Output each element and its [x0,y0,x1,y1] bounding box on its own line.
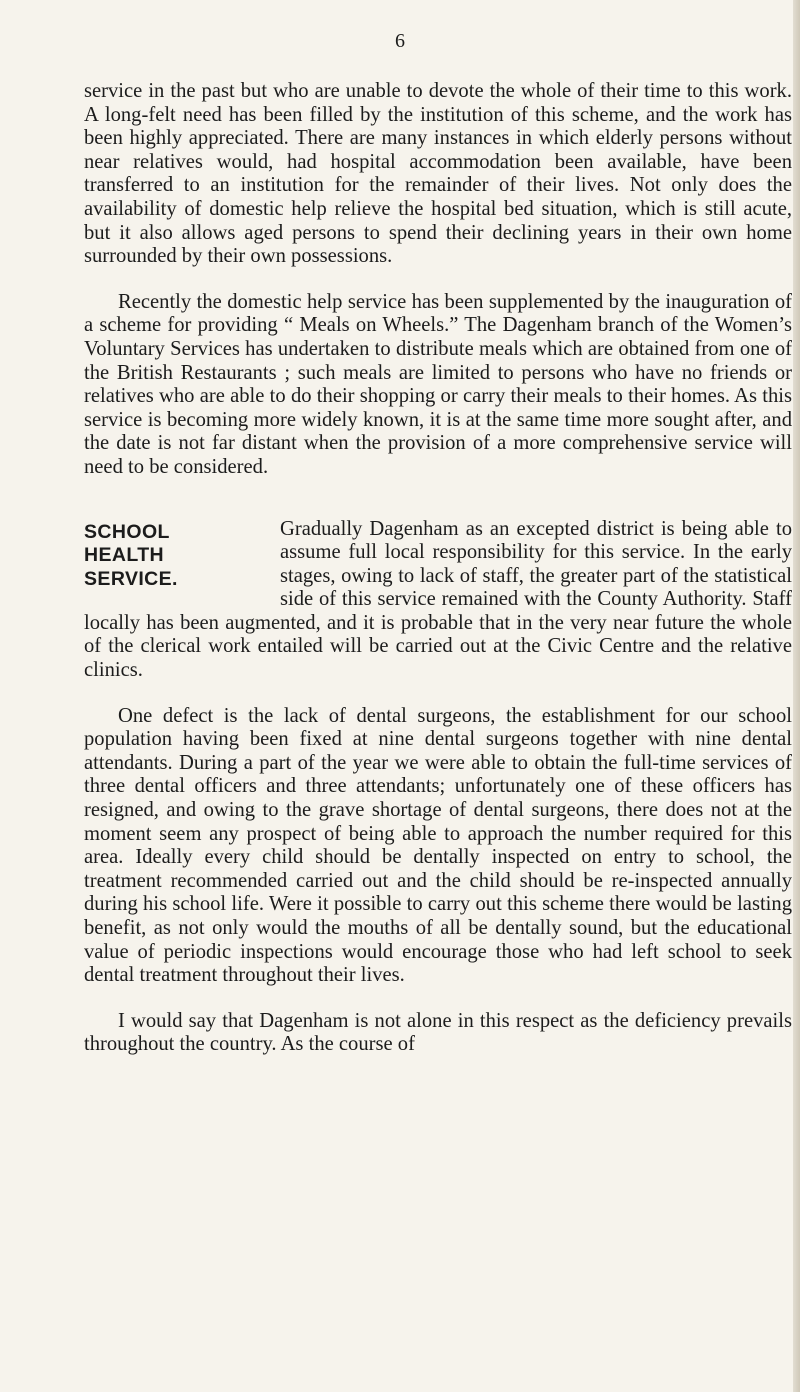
paragraph-meals-on-wheels: Recently the domestic help service has been supplemented by the inauguration of a scheme for providing “ Meals on Wheels.” The Dagenham branch of the Women’s Voluntary Services has undertaken to distribute meals which are obtained from one of the British Restaurants ; such meals are limited to persons who have no friends or relatives who are able to do their shopping or carry their meals to their homes. As this service is becoming more widely known, it is at the same time more sought after, and the date is not far distant when the provision of a more comprehensive service will need to be considered. [84,290,792,478]
section-heading-line: SCHOOL [84,520,170,543]
section-school-health-service [84,518,792,1057]
paragraph-dental-surgeons: One defect is the lack of dental surgeons, the establishment for our school population having been fixed at nine dental surgeons together with nine dental attendants. During a part of the year we were able to obtain the full-time services of three dental officers and three attendants; unfortunately one of these officers has resigned, and owing to the grave shortage of dental surgeons, there does not at the moment seem any prospect of being able to approach the number required for this area. Ideally every child should be dentally inspected on entry to school, the treatment recommended carried out and the child should be re-inspected annually during his school life. Were it possible to carry out this scheme there would be lasting benefit, as not only would the mouths of all be dentally sound, but the educational value of periodic inspections would encourage those who had left school to seek dental treatment throughout their lives. [84,704,792,987]
body-text [84,80,792,1079]
paragraph-excepted-district: Gradually Dagenham as an excepted district is being able to assume full local responsibility for this service. In the early stages, owing to lack of staff, the greater part of the statistical side of this service remained with the County Authority. Staff locally has been augmented, and it is probable that in the very near future the whole of the clerical work entailed will be carried out at the Civic Centre and the relative clinics. [84,517,792,682]
section-heading-line: HEALTH [84,544,165,567]
section-heading-line: SERVICE. [84,567,178,590]
section-heading [84,521,280,592]
page-edge-shadow [793,0,800,1392]
paragraph-deficiency: I would say that Dagenham is not alone in this respect as the deficiency prevails throughout the country. As the course of [84,1009,792,1056]
paragraph-domestic-help: service in the past but who are unable to devote the whole of their time to this work. A long-felt need has been filled by the institution of this scheme, and the work has been highly appreciated. There are many instances in which elderly persons without near relatives would, had hospital accommodation been available, have been transferred to an institution for the remainder of their lives. Not only does the availability of domestic help relieve the hospital bed situation, which is still acute, but it also allows aged persons to spend their declining years in their own home surrounded by their own possessions. [84,80,792,268]
page-number: 6 [395,30,405,52]
